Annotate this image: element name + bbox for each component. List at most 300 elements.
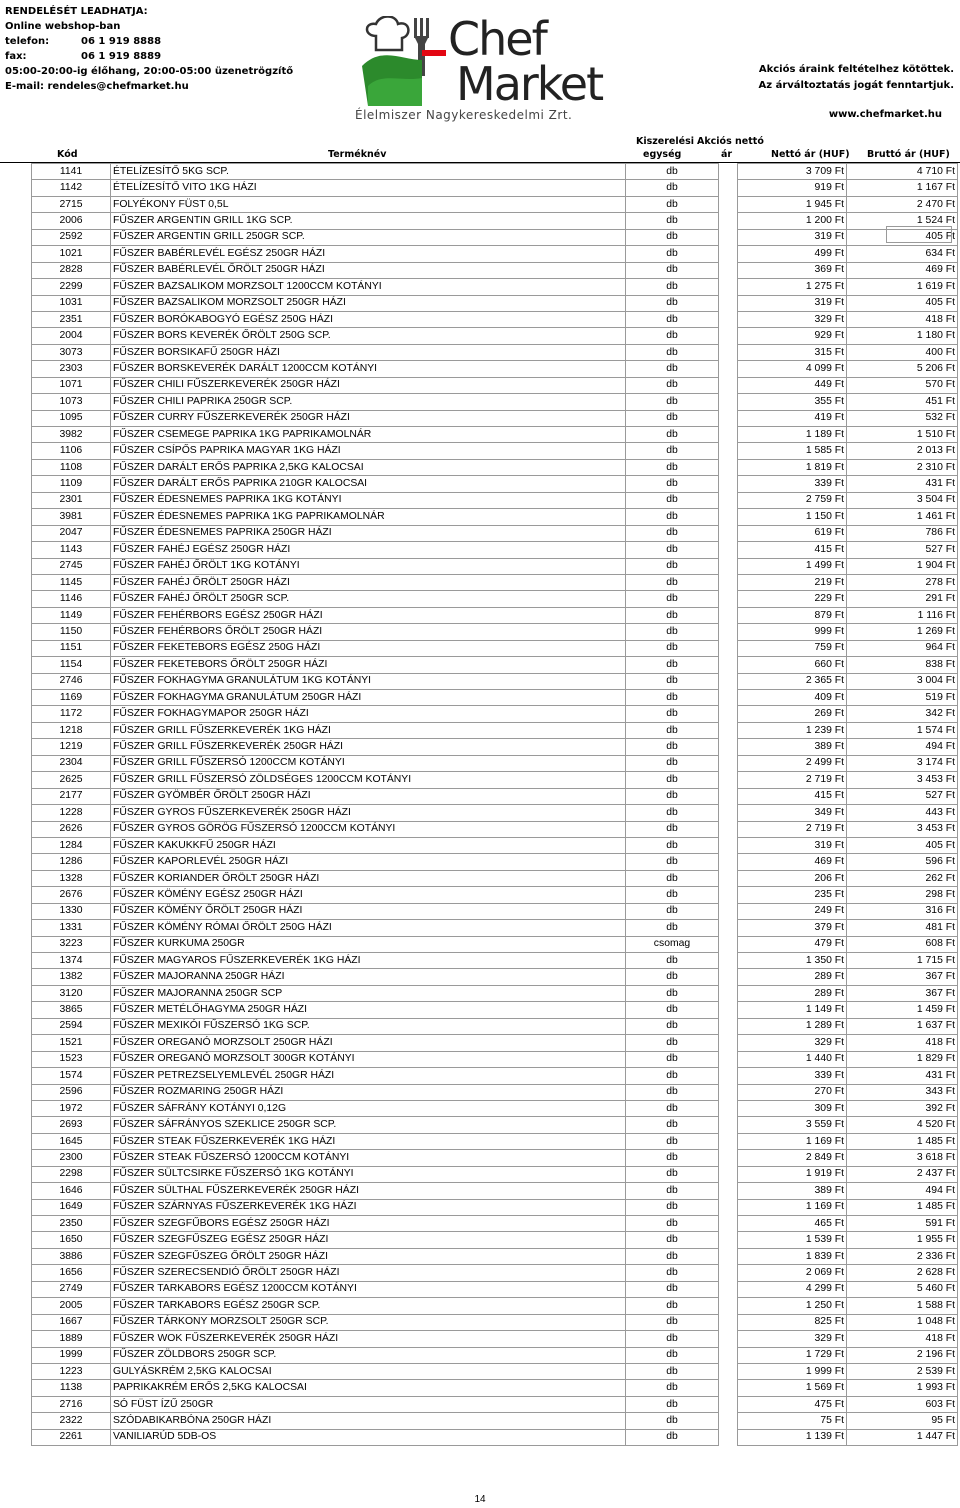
table-row [32, 246, 958, 262]
gross-price: 1 993 Ft [847, 1380, 958, 1396]
table-row [32, 1265, 958, 1281]
product-unit: db [626, 213, 719, 229]
product-name: FŰSZER ÉDESNEMES PAPRIKA 1KG KOTÁNYI [111, 492, 626, 508]
product-code: 3223 [32, 936, 111, 952]
column-headers [0, 128, 960, 162]
product-name: FŰSZER MAGYAROS FŰSZERKEVERÉK 1KG HÁZI [111, 953, 626, 969]
product-code: 1972 [32, 1100, 111, 1116]
product-name: FŰSZER TARKABORS EGÉSZ 250GR SCP. [111, 1298, 626, 1314]
product-unit: db [626, 985, 719, 1001]
table-row [32, 673, 958, 689]
gross-price: 278 Ft [847, 574, 958, 590]
gross-price: 1 574 Ft [847, 722, 958, 738]
gross-price: 343 Ft [847, 1084, 958, 1100]
product-name: FŰSZER DARÁLT ERŐS PAPRIKA 210GR KALOCSAI [111, 476, 626, 492]
product-unit: db [626, 1018, 719, 1034]
product-name: FŰSZER BAZSALIKOM MORZSOLT 250GR HÁZI [111, 295, 626, 311]
table-row [32, 361, 958, 377]
product-code: 1330 [32, 903, 111, 919]
net-price: 759 Ft [738, 640, 847, 656]
net-price: 289 Ft [738, 969, 847, 985]
product-unit: db [626, 870, 719, 886]
product-name: FŰSZER BORÓKABOGYÓ EGÉSZ 250G HÁZI [111, 311, 626, 327]
net-price: 1 150 Ft [738, 509, 847, 525]
product-unit: db [626, 821, 719, 837]
table-row [32, 722, 958, 738]
product-unit: db [626, 459, 719, 475]
gross-price: 1 588 Ft [847, 1298, 958, 1314]
net-price: 2 499 Ft [738, 755, 847, 771]
product-name: FŰSZER KÖMÉNY ŐRÖLT 250GR HÁZI [111, 903, 626, 919]
gross-price: 3 004 Ft [847, 673, 958, 689]
product-name: FŰSZER CHILI FŰSZERKEVERÉK 250GR HÁZI [111, 377, 626, 393]
product-unit: db [626, 229, 719, 245]
net-price: 929 Ft [738, 328, 847, 344]
gross-price: 451 Ft [847, 394, 958, 410]
product-code: 2693 [32, 1117, 111, 1133]
table-row [32, 953, 958, 969]
table-row [32, 755, 958, 771]
website-link[interactable]: www.chefmarket.hu [828, 109, 942, 120]
net-price: 479 Ft [738, 936, 847, 952]
product-code: 2594 [32, 1018, 111, 1034]
product-unit: db [626, 246, 719, 262]
product-code: 1286 [32, 854, 111, 870]
table-row [32, 1281, 958, 1297]
price-list-table [31, 163, 958, 1446]
product-name: SÓ FÜST ÍZŰ 250GR [111, 1396, 626, 1412]
net-price: 355 Ft [738, 394, 847, 410]
product-name: FŰSZER PETREZSELYEMLEVÉL 250GR HÁZI [111, 1068, 626, 1084]
net-price: 1 189 Ft [738, 427, 847, 443]
product-name: FŰSZER CSEMEGE PAPRIKA 1KG PAPRIKAMOLNÁR [111, 427, 626, 443]
contact-phone: telefon: 06 1 919 8888 [5, 36, 162, 47]
gross-price: 2 628 Ft [847, 1265, 958, 1281]
product-code: 1150 [32, 624, 111, 640]
gross-price: 1 447 Ft [847, 1429, 958, 1445]
product-name: ÉTELÍZESÍTŐ VITO 1KG HÁZI [111, 180, 626, 196]
product-unit: db [626, 509, 719, 525]
product-code: 1149 [32, 607, 111, 623]
product-unit: db [626, 1199, 719, 1215]
product-unit: db [626, 1084, 719, 1100]
product-name: FŰSZER FEHÉRBORS EGÉSZ 250GR HÁZI [111, 607, 626, 623]
product-name: FŰSZER SZEGFŰSZEG EGÉSZ 250GR HÁZI [111, 1232, 626, 1248]
gross-price: 342 Ft [847, 706, 958, 722]
product-unit: db [626, 1166, 719, 1182]
product-code: 2350 [32, 1216, 111, 1232]
product-code: 1095 [32, 410, 111, 426]
product-unit: db [626, 591, 719, 607]
col-promo-top: Akciós nettó [697, 136, 764, 147]
table-row [32, 1248, 958, 1264]
net-price: 919 Ft [738, 180, 847, 196]
contact-email: E-mail: rendeles@chefmarket.hu [5, 81, 189, 92]
product-unit: db [626, 772, 719, 788]
table-row [32, 936, 958, 952]
product-code: 2351 [32, 311, 111, 327]
product-code: 1143 [32, 542, 111, 558]
net-price: 1 819 Ft [738, 459, 847, 475]
product-name: FŰSZER MAJORANNA 250GR SCP [111, 985, 626, 1001]
net-price: 315 Ft [738, 344, 847, 360]
product-name: FŰSZER SZEGFŰBORS EGÉSZ 250GR HÁZI [111, 1216, 626, 1232]
table-row [32, 706, 958, 722]
product-name: FŰSZER KAKUKKFŰ 250GR HÁZI [111, 837, 626, 853]
product-name: FŰSZER ARGENTIN GRILL 250GR SCP. [111, 229, 626, 245]
gross-price: 469 Ft [847, 262, 958, 278]
table-row [32, 903, 958, 919]
table-row [32, 542, 958, 558]
gross-price: 1 180 Ft [847, 328, 958, 344]
net-price: 389 Ft [738, 739, 847, 755]
table-row [32, 1183, 958, 1199]
table-row [32, 213, 958, 229]
product-code: 2299 [32, 279, 111, 295]
gross-price: 262 Ft [847, 870, 958, 886]
gross-price: 3 618 Ft [847, 1150, 958, 1166]
net-price: 1 919 Ft [738, 1166, 847, 1182]
gross-price: 1 459 Ft [847, 1002, 958, 1018]
table-row [32, 739, 958, 755]
table-row [32, 476, 958, 492]
gross-price: 2 196 Ft [847, 1347, 958, 1363]
net-price: 1 499 Ft [738, 558, 847, 574]
product-unit: db [626, 607, 719, 623]
gross-price: 5 460 Ft [847, 1281, 958, 1297]
product-code: 2745 [32, 558, 111, 574]
gross-price: 596 Ft [847, 854, 958, 870]
table-row [32, 854, 958, 870]
product-code: 2592 [32, 229, 111, 245]
gross-price: 1 955 Ft [847, 1232, 958, 1248]
net-price: 3 559 Ft [738, 1117, 847, 1133]
gross-price: 1 904 Ft [847, 558, 958, 574]
table-row [32, 525, 958, 541]
product-name: FŰSZER ROZMARING 250GR HÁZI [111, 1084, 626, 1100]
product-unit: db [626, 542, 719, 558]
net-price: 879 Ft [738, 607, 847, 623]
product-code: 1328 [32, 870, 111, 886]
product-unit: db [626, 427, 719, 443]
product-unit: db [626, 394, 719, 410]
promo-notice [759, 62, 954, 94]
table-row [32, 657, 958, 673]
product-unit: db [626, 1232, 719, 1248]
net-price: 1 945 Ft [738, 196, 847, 212]
product-code: 1109 [32, 476, 111, 492]
table-row [32, 1216, 958, 1232]
net-price: 660 Ft [738, 657, 847, 673]
product-unit: db [626, 1068, 719, 1084]
table-row [32, 1133, 958, 1149]
col-name: Terméknév [328, 149, 387, 160]
gross-price: 431 Ft [847, 476, 958, 492]
table-row [32, 1232, 958, 1248]
net-price: 1 289 Ft [738, 1018, 847, 1034]
product-unit: db [626, 903, 719, 919]
product-code: 1145 [32, 574, 111, 590]
gross-price: 1 510 Ft [847, 427, 958, 443]
product-name: FŰSZER CSÍPŐS PAPRIKA MAGYAR 1KG HÁZI [111, 443, 626, 459]
table-row [32, 1363, 958, 1379]
table-row [32, 1035, 958, 1051]
product-unit: db [626, 1133, 719, 1149]
product-code: 3120 [32, 985, 111, 1001]
gross-price: 431 Ft [847, 1068, 958, 1084]
product-unit: db [626, 920, 719, 936]
net-price: 1 350 Ft [738, 953, 847, 969]
product-name: FŰSZER SZERECSENDIÓ ŐRÖLT 250GR HÁZI [111, 1265, 626, 1281]
gross-price: 1 116 Ft [847, 607, 958, 623]
gross-price: 527 Ft [847, 788, 958, 804]
table-row [32, 1298, 958, 1314]
net-price: 369 Ft [738, 262, 847, 278]
product-name: FŰSZER TARKABORS EGÉSZ 1200CCM KOTÁNYI [111, 1281, 626, 1297]
product-name: FŰSZER GYROS FŰSZERKEVERÉK 250GR HÁZI [111, 805, 626, 821]
product-code: 3865 [32, 1002, 111, 1018]
product-unit: db [626, 1298, 719, 1314]
gross-price: 392 Ft [847, 1100, 958, 1116]
net-price: 206 Ft [738, 870, 847, 886]
contact-heading: RENDELÉSÉT LEADHATJA: [5, 6, 148, 17]
net-price: 319 Ft [738, 229, 847, 245]
net-price: 235 Ft [738, 887, 847, 903]
product-name: VANILIARÚD 5DB-OS [111, 1429, 626, 1445]
net-price: 825 Ft [738, 1314, 847, 1330]
chef-market-logo [355, 12, 603, 124]
net-price: 249 Ft [738, 903, 847, 919]
gross-price: 95 Ft [847, 1413, 958, 1429]
product-name: FŰSZER BAZSALIKOM MORZSOLT 1200CCM KOTÁNYI [111, 279, 626, 295]
net-price: 1 200 Ft [738, 213, 847, 229]
product-unit: db [626, 344, 719, 360]
product-unit: db [626, 164, 719, 180]
product-unit: db [626, 311, 719, 327]
gross-price: 418 Ft [847, 1331, 958, 1347]
net-price: 75 Ft [738, 1413, 847, 1429]
product-code: 1146 [32, 591, 111, 607]
table-row [32, 985, 958, 1001]
product-unit: db [626, 558, 719, 574]
product-name: FŰSZER FAHÉJ ŐRÖLT 250GR SCP. [111, 591, 626, 607]
product-code: 1656 [32, 1265, 111, 1281]
product-unit: db [626, 690, 719, 706]
gross-price: 367 Ft [847, 985, 958, 1001]
product-unit: db [626, 706, 719, 722]
gross-price: 527 Ft [847, 542, 958, 558]
net-price: 999 Ft [738, 624, 847, 640]
product-code: 1374 [32, 953, 111, 969]
gross-price: 291 Ft [847, 591, 958, 607]
table-row [32, 574, 958, 590]
table-row [32, 459, 958, 475]
net-price: 269 Ft [738, 706, 847, 722]
contact-info [5, 4, 293, 94]
product-code: 3981 [32, 509, 111, 525]
promo-line: Akciós áraink feltételhez kötöttek. [758, 64, 954, 75]
net-price: 469 Ft [738, 854, 847, 870]
product-code: 2005 [32, 1298, 111, 1314]
table-row [32, 772, 958, 788]
product-unit: db [626, 722, 719, 738]
product-unit: db [626, 279, 719, 295]
product-code: 1219 [32, 739, 111, 755]
net-price: 319 Ft [738, 837, 847, 853]
product-code: 1649 [32, 1199, 111, 1215]
product-code: 2303 [32, 361, 111, 377]
product-code: 1228 [32, 805, 111, 821]
net-price: 1 569 Ft [738, 1380, 847, 1396]
chef-hat-fork-icon [362, 16, 446, 112]
table-row [32, 1380, 958, 1396]
product-code: 2177 [32, 788, 111, 804]
product-name: FŰSZER MAJORANNA 250GR HÁZI [111, 969, 626, 985]
product-code: 2304 [32, 755, 111, 771]
product-unit: db [626, 969, 719, 985]
gross-price: 519 Ft [847, 690, 958, 706]
gross-price: 1 485 Ft [847, 1133, 958, 1149]
table-row [32, 279, 958, 295]
gross-price: 1 715 Ft [847, 953, 958, 969]
table-row [32, 870, 958, 886]
table-row [32, 558, 958, 574]
product-name: FŰSZER BABÉRLEVÉL ŐRÖLT 250GR HÁZI [111, 262, 626, 278]
gross-price: 367 Ft [847, 969, 958, 985]
net-price: 1 539 Ft [738, 1232, 847, 1248]
logo-market-text: Market [456, 57, 603, 111]
gross-price: 405 Ft [847, 295, 958, 311]
net-price: 339 Ft [738, 1068, 847, 1084]
logo-tagline: Élelmiszer Nagykereskedelmi Zrt. [355, 108, 573, 122]
product-name: FŰSZER FAHÉJ ŐRÖLT 1KG KOTÁNYI [111, 558, 626, 574]
product-name: FŰSZER FOKHAGYMA GRANULÁTUM 250GR HÁZI [111, 690, 626, 706]
table-row [32, 1084, 958, 1100]
page-number: 14 [474, 1494, 486, 1505]
product-unit: db [626, 854, 719, 870]
product-name: FŰSZER SÁFRÁNYOS SZEKLICE 250GR SCP. [111, 1117, 626, 1133]
product-code: 1223 [32, 1363, 111, 1379]
product-code: 2298 [32, 1166, 111, 1182]
table-row [32, 1396, 958, 1412]
product-name: FŰSZER STEAK FŰSZERSÓ 1200CCM KOTÁNYI [111, 1150, 626, 1166]
promo-line: Az árváltoztatás jogát fenntartjuk. [758, 80, 954, 91]
product-unit: db [626, 443, 719, 459]
product-unit: db [626, 805, 719, 821]
table-row [32, 262, 958, 278]
product-name: FŰSZER MEXIKÓI FŰSZERSÓ 1KG SCP. [111, 1018, 626, 1034]
product-unit: db [626, 525, 719, 541]
table-row [32, 1413, 958, 1429]
product-unit: db [626, 196, 719, 212]
net-price: 329 Ft [738, 1331, 847, 1347]
product-unit: db [626, 295, 719, 311]
table-row [32, 196, 958, 212]
product-name: FŰSZER OREGANÓ MORZSOLT 300GR KOTÁNYI [111, 1051, 626, 1067]
product-code: 1172 [32, 706, 111, 722]
gross-price: 2 013 Ft [847, 443, 958, 459]
table-row [32, 690, 958, 706]
product-name: FŰSZER TÁRKONY MORZSOLT 250GR SCP. [111, 1314, 626, 1330]
table-row [32, 295, 958, 311]
product-code: 1331 [32, 920, 111, 936]
product-code: 1108 [32, 459, 111, 475]
product-code: 1138 [32, 1380, 111, 1396]
table-row [32, 805, 958, 821]
net-price: 419 Ft [738, 410, 847, 426]
table-row [32, 788, 958, 804]
net-price: 1 250 Ft [738, 1298, 847, 1314]
product-name: FŰSZER BORSKEVERÉK DARÁLT 1200CCM KOTÁNYI [111, 361, 626, 377]
table-row [32, 509, 958, 525]
product-code: 1574 [32, 1068, 111, 1084]
net-price: 2 849 Ft [738, 1150, 847, 1166]
product-name: FŰSZER ARGENTIN GRILL 1KG SCP. [111, 213, 626, 229]
gross-price: 405 Ft [847, 837, 958, 853]
table-row [32, 328, 958, 344]
product-name: FŰSZER ZÖLDBORS 250GR SCP. [111, 1347, 626, 1363]
product-unit: db [626, 1051, 719, 1067]
product-code: 1667 [32, 1314, 111, 1330]
gross-price: 570 Ft [847, 377, 958, 393]
gross-price: 494 Ft [847, 1183, 958, 1199]
product-unit: db [626, 1183, 719, 1199]
product-code: 2004 [32, 328, 111, 344]
net-price: 389 Ft [738, 1183, 847, 1199]
product-code: 1523 [32, 1051, 111, 1067]
product-name: FŰSZER FEKETEBORS EGÉSZ 250G HÁZI [111, 640, 626, 656]
table-row [32, 920, 958, 936]
gross-price: 591 Ft [847, 1216, 958, 1232]
table-row [32, 1199, 958, 1215]
product-name: FŰSZER SZÁRNYAS FŰSZERKEVERÉK 1KG HÁZI [111, 1199, 626, 1215]
product-name: FŰSZER FOKHAGYMAPOR 250GR HÁZI [111, 706, 626, 722]
net-price: 3 709 Ft [738, 164, 847, 180]
col-promo-bottom: ár [721, 149, 733, 160]
product-unit: db [626, 1150, 719, 1166]
net-price: 2 365 Ft [738, 673, 847, 689]
product-code: 1031 [32, 295, 111, 311]
product-unit: db [626, 1413, 719, 1429]
product-name: FŰSZER KÖMÉNY EGÉSZ 250GR HÁZI [111, 887, 626, 903]
product-code: 2301 [32, 492, 111, 508]
product-unit: db [626, 1396, 719, 1412]
product-unit: db [626, 755, 719, 771]
product-code: 2749 [32, 1281, 111, 1297]
product-code: 1021 [32, 246, 111, 262]
gross-price: 418 Ft [847, 311, 958, 327]
product-code: 1073 [32, 394, 111, 410]
gross-price: 494 Ft [847, 739, 958, 755]
gross-price: 608 Ft [847, 936, 958, 952]
product-code: 1284 [32, 837, 111, 853]
table-row [32, 427, 958, 443]
product-unit: db [626, 624, 719, 640]
gross-price: 838 Ft [847, 657, 958, 673]
gross-price: 634 Ft [847, 246, 958, 262]
product-unit: db [626, 640, 719, 656]
net-price: 465 Ft [738, 1216, 847, 1232]
product-name: FŰSZER FOKHAGYMA GRANULÁTUM 1KG KOTÁNYI [111, 673, 626, 689]
product-unit: db [626, 1347, 719, 1363]
product-code: 1218 [32, 722, 111, 738]
net-price: 329 Ft [738, 311, 847, 327]
table-row [32, 1117, 958, 1133]
product-code: 1141 [32, 164, 111, 180]
table-row [32, 180, 958, 196]
table-row [32, 1002, 958, 1018]
table-row [32, 311, 958, 327]
